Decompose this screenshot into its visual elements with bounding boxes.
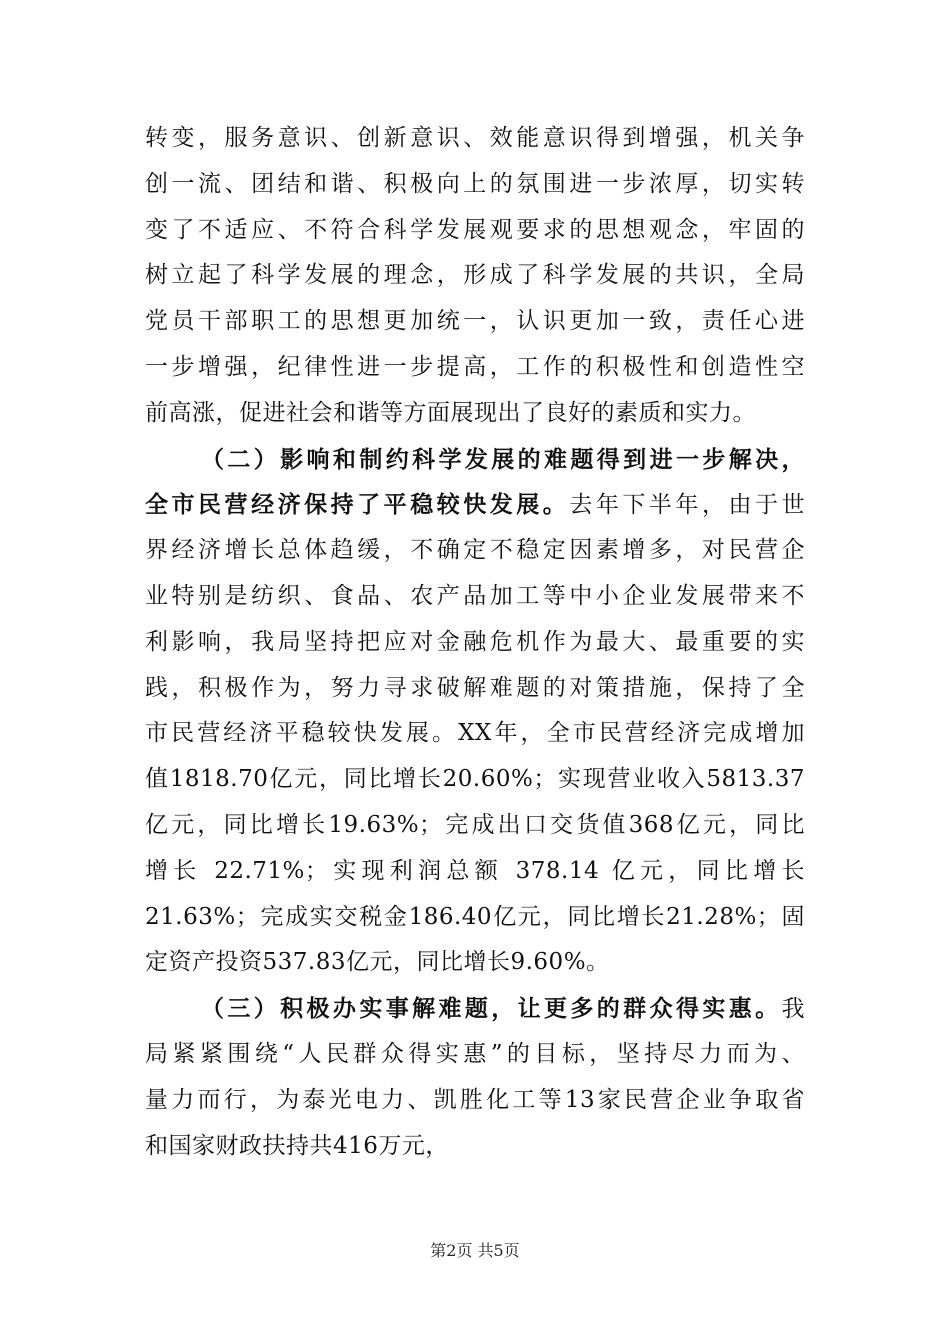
- paragraph-2-line-9: 亿元，同比增长19.63%；完成出口交货值368亿元，同比: [145, 811, 805, 838]
- paragraph-3-line-1: [145, 986, 805, 1032]
- paragraph-3-line-2: 局紧紧围绕“人民群众得实惠”的目标，坚持尽力而为、: [145, 1040, 805, 1067]
- paragraph-3-line-4: 和国家财政扶持共416万元，: [145, 1132, 449, 1159]
- section-2-heading: （二）影响和制约科学发展的难题得到进一步解决，: [201, 445, 805, 473]
- paragraph-2-line-6: 践，积极作为，努力寻求破解难题的对策措施，保持了全: [145, 674, 805, 701]
- paragraph-3-line-3: 量力而行，为泰光电力、凯胜化工等13家民营企业争取省: [145, 1086, 805, 1113]
- section-2-heading-cont: 全市民营经济保持了平稳较快发展。: [145, 491, 570, 519]
- paragraph-2-line-3: 界经济增长总体趋缓，不确定不稳定因素增多，对民营企: [145, 537, 805, 564]
- section-3-heading: （三）积极办实事解难题，让更多的群众得实惠。: [201, 995, 782, 1023]
- paragraph-1-line-5: 党员干部职工的思想更加统一，认识更加一致，责任心进: [145, 308, 805, 335]
- paragraph-2-line-12: 定资产投资537.83亿元，同比增长9.60%。: [145, 949, 610, 976]
- paragraph-1-line-1: 转变，服务意识、创新意识、效能意识得到增强，机关争: [145, 125, 805, 151]
- paragraph-2-line-5: 利影响，我局坚持把应对金融危机作为最大、最重要的实: [145, 628, 805, 655]
- paragraph-1-line-7: 前高涨，促进社会和谐等方面展现出了良好的素质和实力。: [145, 399, 756, 426]
- page-number-footer: 第2页 共5页: [430, 1241, 520, 1260]
- paragraph-1-line-4: 树立起了科学发展的理念，形成了科学发展的共识，全局: [145, 262, 805, 289]
- paragraph-3-line-1-text: 我: [781, 996, 805, 1023]
- paragraph-2-line-11: 21.63%；完成实交税金186.40亿元，同比增长21.28%；固: [145, 903, 805, 930]
- paragraph-2-line-2-text: 去年下半年，由于世: [569, 492, 806, 519]
- paragraph-1-line-2: 创一流、团结和谐、积极向上的氛围进一步浓厚，切实转: [145, 170, 805, 197]
- paragraph-2-line-8: 值1818.70亿元，同比增长20.60%；实现营业收入5813.37: [145, 766, 805, 793]
- paragraph-2-line-10: 增长 22.71%；实现利润总额 378.14 亿元，同比增长: [145, 857, 805, 884]
- paragraph-2-line-4: 业特别是纺织、食品、农产品加工等中小企业发展带来不: [145, 582, 805, 609]
- paragraph-2-line-2: [145, 482, 805, 528]
- body-text: [145, 116, 805, 1169]
- paragraph-1-line-3: 变了不适应、不符合科学发展观要求的思想观念，牢固的: [145, 216, 805, 243]
- paragraph-2-line-7: 市民营经济平稳较快发展。XX年，全市民营经济完成增加: [145, 720, 805, 747]
- paragraph-1-line-6: 一步增强，纪律性进一步提高，工作的积极性和创造性空: [145, 353, 805, 380]
